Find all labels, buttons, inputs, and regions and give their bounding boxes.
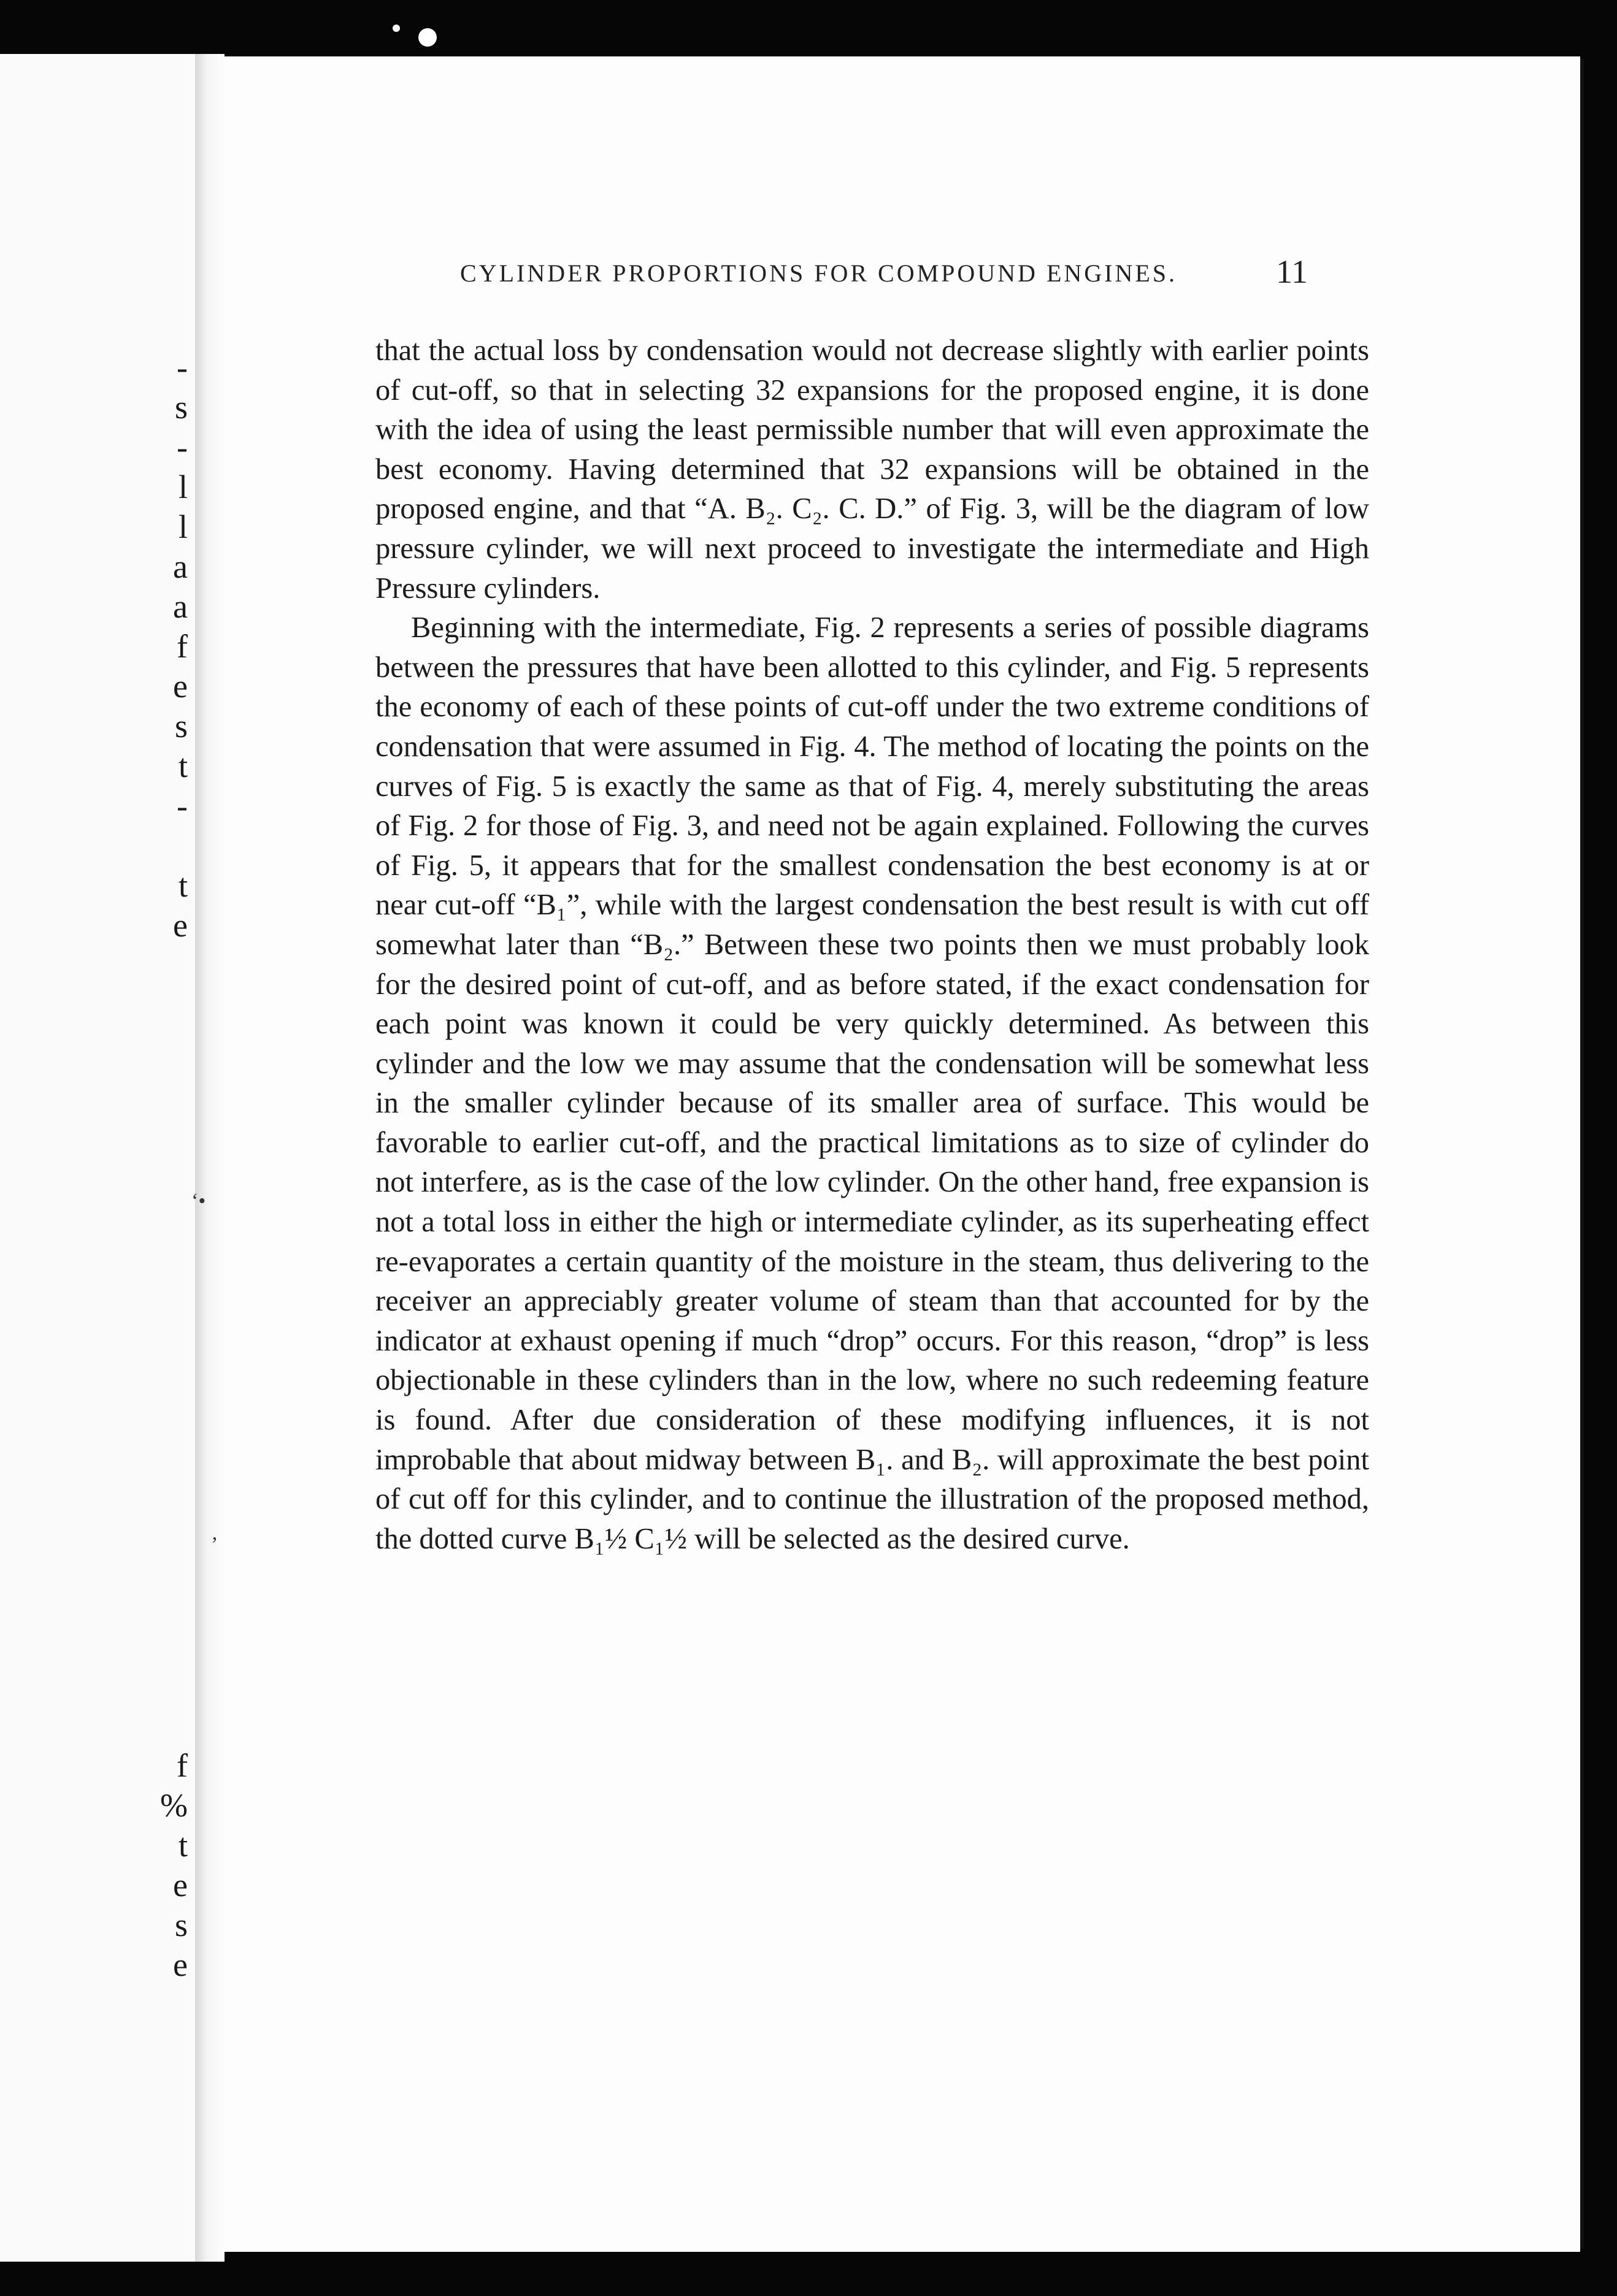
margin-fragment: t bbox=[178, 1827, 188, 1864]
margin-fragment: s bbox=[174, 389, 188, 426]
margin-fragment: % bbox=[160, 1787, 188, 1824]
margin-fragment: s bbox=[174, 1907, 188, 1943]
margin-fragment: - bbox=[177, 429, 188, 465]
margin-fragment: f bbox=[177, 628, 188, 665]
margin-fragment: a bbox=[173, 548, 188, 585]
gutter-mark: ’ bbox=[211, 1533, 218, 1556]
running-header bbox=[460, 253, 1319, 293]
margin-fragment: e bbox=[173, 1946, 188, 1983]
margin-fragment: e bbox=[173, 668, 188, 705]
scan-speck bbox=[418, 28, 437, 47]
body-text bbox=[375, 331, 1369, 1559]
paragraph: Beginning with the intermediate, Fig. 2 represents a series of possible diagrams between the pressures that have been allotted to this cylinder, and Fig. 5 represents the economy of each of these points of cut-off under the two extreme conditions of condensation that were assumed in Fig. 4. The method of locating the points on the curves of Fig. 5 is exactly the same as that of Fig. 4, merely substituting the areas of Fig. 2 for those of Fig. 3, and need not be again explained. Following the curves of Fig. 5, it appears that for the smallest condensation the best economy is at or near cut-off “B₁”, while with the largest condensation the best result is with cut off somewhat later than “B₂.” Between these two points then we must probably look for the desired point of cut-off, and as before stated, if the exact condensation for each point was known it could be very quickly determined. As between this cylinder and the low we may assume that the condensation will be somewhat less in the smaller cylinder because of its smaller area of surface. This would be favorable to earlier cut-off, and the practical limitations as to size of cylinder do not interfere, as is the case of the low cylinder. On the other hand, free expansion is not a total loss in either the high or intermediate cylinder, as its superheating effect re-evaporates a certain quantity of the moisture in the steam, thus delivering to the receiver an appreciably greater volume of steam than that accounted for by the indicator at exhaust opening if much “drop” occurs. For this reason, “drop” is less objectionable in these cylinders than in the low, where no such redeeming feature is found. After due consideration of these modifying influences, it is not improbable that about midway between B₁. and B₂. will approximate the best point of cut off for this cylinder, and to continue the illustration of the proposed method, the dotted curve B₁½ C₁½ will be selected as the desired curve. bbox=[375, 611, 1369, 1555]
paragraph: that the actual loss by condensation would not decrease slightly with earlier points of cut-off, so that in selecting 32 expansions for the proposed engine, it is done with the idea of using the least permissible number that will even approximate the best economy. Having determined that 32 expansions will be obtained in the proposed engine, and that “A. B₂. C₂. C. D.” of Fig. 3, will be the diagram of low pressure cylinder, we will next proceed to investigate the intermediate and High Pressure cylinders. bbox=[375, 334, 1369, 605]
margin-fragment: t bbox=[178, 867, 188, 904]
margin-fragment: l bbox=[178, 508, 188, 545]
page-number: 11 bbox=[1276, 253, 1308, 290]
margin-fragment: - bbox=[177, 349, 188, 386]
margin-fragment: - bbox=[177, 787, 188, 824]
book-gutter bbox=[195, 54, 225, 2262]
page-edge bbox=[1580, 59, 1584, 2248]
facing-page-edge bbox=[0, 54, 195, 2262]
margin-fragment: l bbox=[178, 469, 188, 505]
margin-fragment: f bbox=[177, 1747, 188, 1784]
margin-fragment: s bbox=[174, 708, 188, 744]
margin-fragment: e bbox=[173, 1867, 188, 1904]
margin-fragment: e bbox=[173, 907, 188, 944]
scan-speck-small bbox=[393, 25, 400, 32]
gutter-mark: ‘• bbox=[191, 1190, 206, 1212]
margin-fragment: t bbox=[178, 748, 188, 784]
margin-fragment: a bbox=[173, 588, 188, 625]
running-title: CYLINDER PROPORTIONS FOR COMPOUND ENGINES. bbox=[460, 259, 1178, 287]
